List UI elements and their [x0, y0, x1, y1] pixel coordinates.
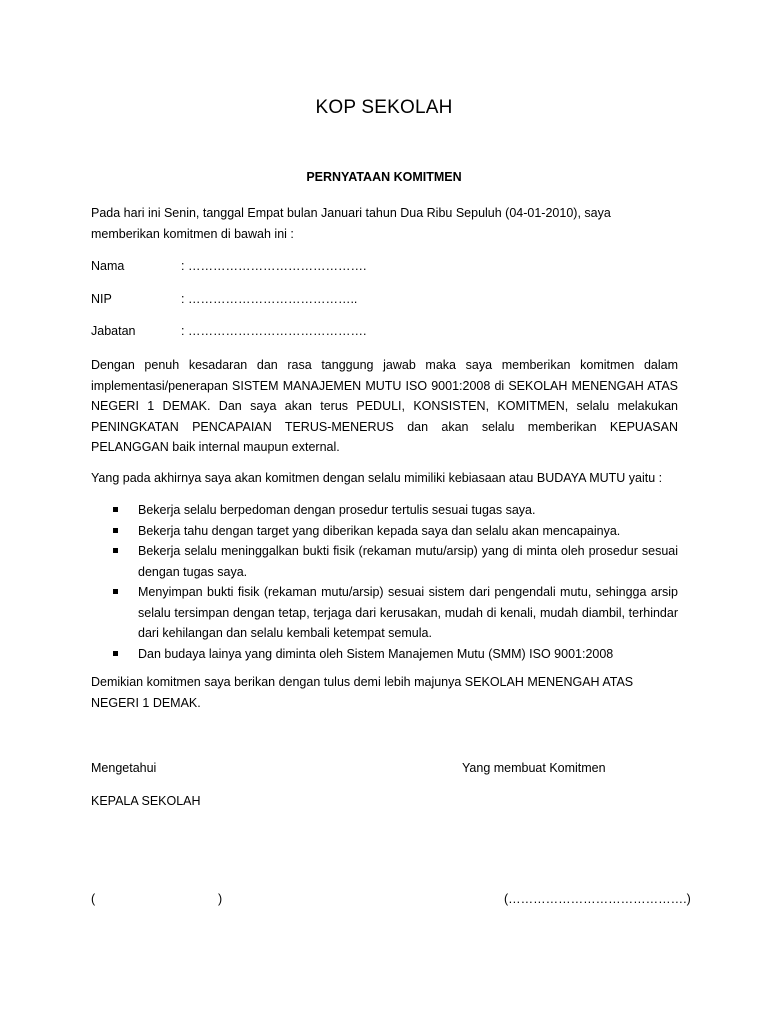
opening-paragraph: Pada hari ini Senin, tanggal Empat bulan Januari tahun Dua Ribu Sepuluh (04-01-2010), saya memberikan komitmen di bawah ini : [91, 206, 611, 241]
committer-label: Yang membuat Komitmen [462, 761, 606, 775]
acknowledged-label: Mengetahui [91, 761, 157, 775]
field-nip-value: : ………………………………….. [181, 292, 358, 306]
list-item-text: Dan budaya lainya yang diminta oleh Sistem Manajemen Mutu (SMM) ISO 9001:2008 [138, 646, 614, 661]
field-jabatan-value: : ……………………………………. [181, 324, 367, 338]
field-jabatan [91, 321, 678, 341]
list-item [113, 541, 678, 582]
square-bullet-icon [113, 528, 118, 533]
field-nama-label: Nama [91, 259, 125, 273]
quality-culture-list [113, 500, 678, 664]
square-bullet-icon [113, 507, 118, 512]
field-jabatan-label: Jabatan [91, 324, 136, 338]
list-item [113, 500, 678, 521]
committer-signature-line: (…………………………………….) [504, 892, 691, 906]
list-item-text: Menyimpan bukti fisik (rekaman mutu/arsip) sesuai sistem dari pengendali mutu, sehingga arsip selalu tersimpan dengan tetap, terjaga dari kerusakan, mudah di kenali, mudah diambil, terhindar dari kehilangan dan selalu kembali ketempat semula. [138, 585, 678, 640]
list-item-text: Bekerja selalu meninggalkan bukti fisik (rekaman mutu/arsip) yang di minta oleh prosedur sesuai dengan tugas saya. [138, 544, 678, 579]
square-bullet-icon [113, 651, 118, 656]
list-item-text: Bekerja tahu dengan target yang diberikan kepada saya dan selalu akan mencapainya. [138, 523, 621, 538]
document-title: PERNYATAAN KOMITMEN [306, 170, 462, 184]
field-nip [91, 289, 678, 309]
list-item [113, 521, 678, 542]
principal-signature-close: ) [218, 892, 223, 906]
quality-culture-intro: Yang pada akhirnya saya akan komitmen dengan selalu mimiliki kebiasaan atau BUDAYA MUTU yaitu : [91, 471, 663, 485]
list-item-text: Bekerja selalu berpedoman dengan prosedur tertulis sesuai tugas saya. [138, 503, 536, 517]
square-bullet-icon [113, 589, 118, 594]
school-letterhead: KOP SEKOLAH [315, 97, 453, 118]
field-nama [91, 256, 678, 276]
square-bullet-icon [113, 548, 118, 553]
commitment-paragraph: Dengan penuh kesadaran dan rasa tanggung jawab maka saya memberikan komitmen dalam implementasi/penerapan SISTEM MANAJEMEN MUTU ISO 9001:2008 di SEKOLAH MENENGAH ATAS NEGERI 1 DEMAK. Dan saya akan terus PEDULI, KONSISTEN, KOMITMEN, selalu melakukan PENINGKATAN PENCAPAIAN TERUS-MENERUS dan akan selalu memberikan KEPUASAN PELANGGAN baik internal maupun external. [91, 358, 678, 454]
list-item [113, 582, 678, 644]
closing-paragraph: Demikian komitmen saya berikan dengan tulus demi lebih majunya SEKOLAH MENENGAH ATAS NEGERI 1 DEMAK. [91, 675, 634, 710]
principal-title: KEPALA SEKOLAH [91, 794, 201, 808]
list-item [113, 644, 678, 665]
principal-signature-open: ( [91, 892, 96, 906]
field-nama-value: : ……………………………………. [181, 259, 367, 273]
field-nip-label: NIP [91, 292, 112, 306]
